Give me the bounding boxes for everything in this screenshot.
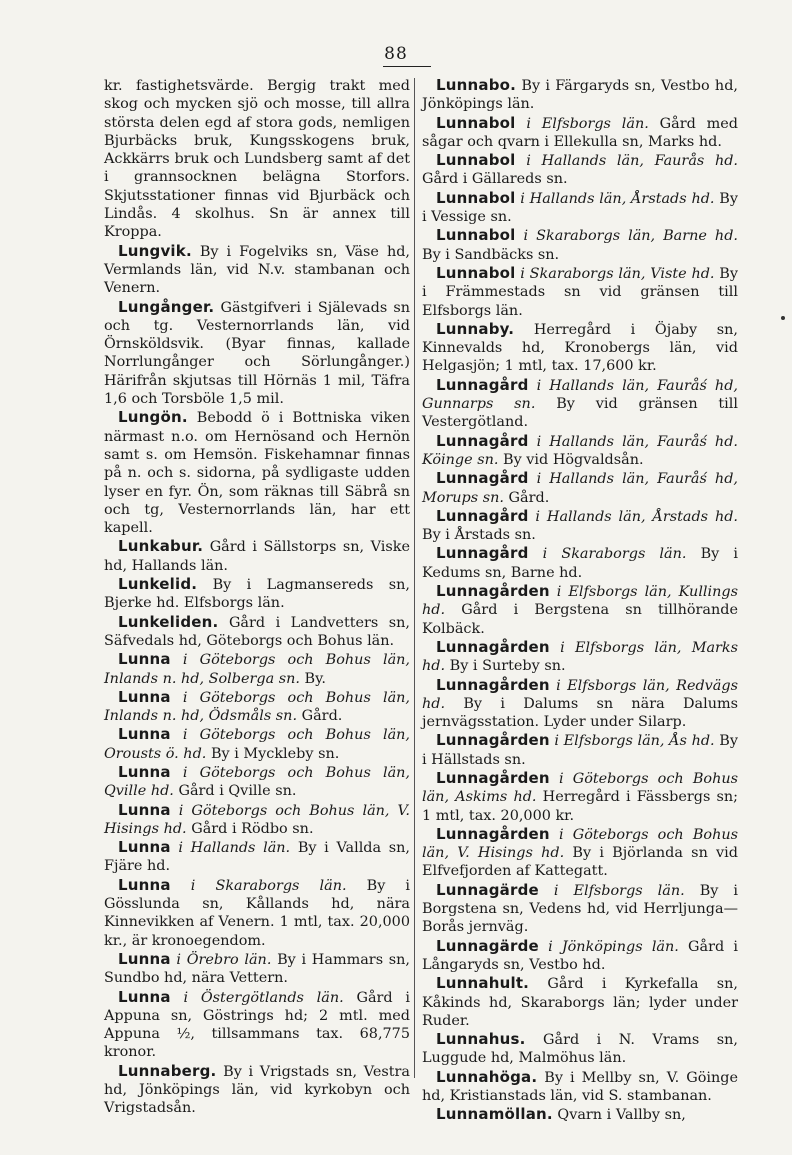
entry-description: Gård i Sällstorps sn, Viske hd, Hallands län. bbox=[104, 539, 410, 574]
dictionary-entry bbox=[422, 544, 738, 582]
entry-headword: Lunnamöllan. bbox=[436, 1105, 553, 1124]
entry-location: i Hallands län, Fauråś hd, Gunnarps sn. bbox=[422, 377, 738, 413]
dictionary-entry bbox=[104, 575, 410, 613]
entry-description: Gård i Gällareds sn. bbox=[422, 171, 568, 188]
entry-location: i Elfsborgs län. bbox=[553, 882, 685, 899]
entry-headword: Lunnagård bbox=[436, 506, 529, 525]
entry-description: Gård i Rödbo sn. bbox=[191, 820, 314, 837]
entry-location: i Elfsborgs län, Marks hd. bbox=[422, 639, 739, 675]
dictionary-entry bbox=[422, 638, 738, 676]
dictionary-entry bbox=[422, 731, 738, 769]
entry-headword: Lunnagården bbox=[436, 768, 550, 787]
dictionary-entry bbox=[104, 537, 410, 575]
page-number: 88 bbox=[384, 44, 408, 64]
entry-headword: Lunnagården bbox=[436, 824, 550, 843]
entry-headword: Lunnagården bbox=[436, 637, 550, 656]
dictionary-entry bbox=[422, 469, 738, 507]
entry-description: Bebodd ö i Bottniska viken närmast n.o. om Hernösand och Hernön samt s. om Hemsön. Fiskehamnar finnas på n. och s. sidorna, på sydligaste udden lyser en fyr. Ön, som räknas till Säbrå sn och tg, Vesternorrlands län, har ett kapell. bbox=[104, 410, 410, 537]
entry-headword: Lunnagård bbox=[436, 431, 529, 450]
entry-headword: Lunnagård bbox=[436, 469, 529, 488]
entry-headword: Lunnahult. bbox=[436, 974, 530, 993]
entry-location: i Göteborgs och Bohus län, Inlands n. hd, Solberga sn. bbox=[104, 652, 410, 687]
entry-description: By vid Högvaldsån. bbox=[503, 451, 644, 468]
dictionary-entry bbox=[104, 838, 410, 876]
dictionary-entry bbox=[422, 507, 738, 545]
entry-description: By i Årstads sn. bbox=[422, 527, 536, 544]
entry-headword: Lunna bbox=[118, 725, 171, 744]
entry-headword: Lungånger. bbox=[118, 297, 215, 316]
entry-description: Gård i Kyrkefalla sn, Kåkinds hd, Skaraborgs län; lyder under Ruder. bbox=[422, 976, 738, 1029]
dictionary-entry bbox=[422, 226, 738, 264]
entry-description: Qvarn i Vallby sn, bbox=[557, 1107, 686, 1124]
entry-description: By i Fogelviks sn, Väse hd, Vermlands län, vid N.v. stambanan och Venern. bbox=[104, 243, 410, 297]
entry-description: Gästgifveri i Själevads sn och tg. Vesternorrlands län, vid Örnsköldsvik. (Byar finnas, kallade Norrlungånger och Sörlungånger.) Härifrån skjutsas till Hörnäs 1 mil, Täfra 1,6 och Torsböle 1,5 mil. bbox=[104, 299, 410, 408]
entry-location: i Östergötlands län. bbox=[183, 989, 344, 1006]
dictionary-entry bbox=[422, 1105, 738, 1124]
entry-description: By vid gränsen till Vestergötland. bbox=[422, 396, 738, 431]
entry-description: Gård. bbox=[301, 708, 343, 725]
entry-location: i Göteborgs och Bohus län, Qville hd. bbox=[104, 764, 410, 800]
dictionary-entry bbox=[422, 189, 738, 227]
entry-headword: Lunna bbox=[118, 949, 171, 968]
entry-location: i Jönköpings län. bbox=[548, 938, 679, 955]
entry-headword: Lunna bbox=[118, 800, 171, 819]
entry-headword: Lunkelid. bbox=[118, 575, 198, 594]
entry-description: By i Hammars sn, Sundbo hd, nära Vettern. bbox=[104, 951, 411, 987]
entry-location: i Skaraborgs län, Viste hd. bbox=[520, 265, 715, 282]
dictionary-entry bbox=[422, 582, 738, 638]
entry-headword: Lunna bbox=[118, 875, 171, 894]
entry-location: i Hallands län. bbox=[178, 840, 291, 857]
entry-headword: Lunnagård bbox=[436, 375, 529, 394]
entry-headword: Lunnabo. bbox=[436, 76, 517, 94]
entry-location: i Göteborgs och Bohus län, Orousts ö. hd. bbox=[104, 727, 410, 762]
entry-headword: Lunna bbox=[118, 987, 171, 1006]
entry-headword: Lunkabur. bbox=[118, 537, 204, 556]
dictionary-entry bbox=[422, 974, 738, 1030]
dictionary-entry bbox=[104, 688, 410, 726]
dictionary-entry bbox=[422, 376, 738, 432]
dictionary-entry bbox=[422, 264, 738, 320]
entry-headword: Lunnagärde bbox=[436, 880, 539, 899]
entry-location: i Hallands län, Årstads hd. bbox=[520, 190, 715, 207]
dictionary-entry bbox=[104, 650, 410, 688]
entry-description: Gård. bbox=[508, 489, 550, 506]
entry-location: i Hallands län, Faurås hd. bbox=[526, 153, 738, 170]
entry-description: Gård i Appuna sn, Göstrings hd; 2 mtl. med Appuna ½, tillsammans tax. 68,775 kronor. bbox=[104, 989, 410, 1061]
entry-headword: Lunna bbox=[118, 687, 171, 706]
entry-headword: Lunnagärde bbox=[436, 936, 539, 955]
dictionary-entry bbox=[422, 76, 738, 114]
entry-description: By i Sandbäcks sn. bbox=[422, 246, 560, 263]
column-divider bbox=[414, 78, 415, 1078]
entry-description: By i Färgaryds sn, Vestbo hd, Jönköpings län. bbox=[422, 78, 738, 113]
page-number-rule bbox=[383, 66, 431, 67]
entry-location: i Elfsborgs län, Ås hd. bbox=[554, 733, 715, 750]
dictionary-entry bbox=[104, 725, 410, 763]
dictionary-entry bbox=[104, 408, 410, 537]
dictionary-entry bbox=[104, 1062, 410, 1118]
entry-description: By i Gösslunda sn, Kållands hd, nära Kinnevikken af Venern. 1 mtl, tax. 20,000 kr., är kronoegendom. bbox=[104, 877, 411, 949]
entry-description: Gård i Landvetters sn, Säfvedals hd, Göteborgs och Bohus län. bbox=[104, 614, 411, 649]
entry-location: i Hallands län, Fauråś hd. Köinge sn. bbox=[422, 433, 738, 468]
entry-headword: Lunnahöga. bbox=[436, 1067, 538, 1086]
entry-description: By i Borgstena sn, Vedens hd, vid Herrljunga—Borås jernväg. bbox=[422, 882, 738, 936]
entry-location: i Skaraborgs län. bbox=[190, 877, 347, 894]
dictionary-entry bbox=[422, 320, 738, 376]
dictionary-entry bbox=[104, 988, 410, 1062]
dictionary-entry bbox=[104, 950, 410, 988]
dictionary-entry bbox=[422, 676, 738, 732]
entry-description: Herregård i Fässbergs sn; 1 mtl, tax. 20,000 kr. bbox=[422, 789, 739, 824]
entry-description: kr. fastighetsvärde. Bergig trakt med skog och mycken sjö och mosse, till allra största delen egd af stora gods, nemligen Bjurbäcks bruk, Kungsskogens bruk, Ackkärrs bruk och Lundsberg samt af det i grannsocknen belägna Storfors. Skjutsstationer finnas vid Bjurbäck och Lindås. 4 skolhus. Sn är annex till Kroppa. bbox=[104, 78, 410, 241]
entry-description: By. bbox=[304, 670, 326, 687]
entry-location: i Göteborgs och Bohus län, Askims hd. bbox=[422, 770, 738, 806]
entry-headword: Lunnagården bbox=[436, 731, 550, 750]
entry-headword: Lungvik. bbox=[118, 241, 192, 260]
dictionary-entry bbox=[422, 114, 738, 152]
entry-headword: Lunnabol bbox=[436, 113, 516, 132]
entry-headword: Lunkeliden. bbox=[118, 612, 219, 631]
entry-description: By i Hällstads sn. bbox=[422, 733, 739, 768]
entry-description: By i Dalums sn nära Dalums jernvägsstation. Lyder under Silarp. bbox=[422, 695, 738, 731]
entry-description: By i Surteby sn. bbox=[449, 658, 566, 675]
dictionary-entry bbox=[104, 298, 410, 409]
entry-headword: Lunnabol bbox=[436, 188, 516, 207]
entry-description: By i Vrigstads sn, Vestra hd, Jönköpings län, vid kyrkobyn och Vrigstadsån. bbox=[104, 1063, 410, 1117]
dictionary-entry bbox=[104, 801, 410, 839]
entry-description: By i Vessige sn. bbox=[422, 190, 738, 226]
dictionary-entry bbox=[422, 937, 738, 975]
entry-headword: Lunnagården bbox=[436, 582, 550, 601]
entry-description: By i Myckleby sn. bbox=[210, 745, 340, 762]
entry-description: Herregård i Öjaby sn, Kinnevalds hd, Kronobergs län, vid Helgasjön; 1 mtl, tax. 17,600 kr. bbox=[422, 321, 738, 375]
dictionary-entry bbox=[104, 613, 410, 651]
entry-location: i Hallands län, Fauråś hd, Morups sn. bbox=[422, 471, 738, 506]
entry-headword: Lunna bbox=[118, 650, 171, 669]
entry-description: By i Lagmansereds sn, Bjerke hd. Elfsborgs län. bbox=[104, 577, 410, 612]
entry-description: Gård i Qville sn. bbox=[178, 783, 297, 800]
entry-headword: Lungön. bbox=[118, 408, 188, 427]
dictionary-entry bbox=[104, 876, 410, 950]
dictionary-entry bbox=[104, 242, 410, 298]
left-column bbox=[104, 76, 410, 1118]
entry-headword: Lunnabol bbox=[436, 151, 516, 170]
dictionary-entry bbox=[422, 881, 738, 937]
entry-location: i Göteborgs och Bohus län, V. Hisings hd. bbox=[422, 826, 738, 862]
dictionary-entry bbox=[422, 769, 738, 825]
dictionary-entry bbox=[422, 1068, 738, 1106]
entry-location: i Elfsborgs län, Redvägs hd. bbox=[422, 677, 738, 712]
entry-headword: Lunnahus. bbox=[436, 1030, 526, 1049]
dictionary-entry bbox=[422, 1030, 738, 1068]
right-column bbox=[422, 76, 738, 1125]
entry-location: i Göteborgs och Bohus län, Inlands n. hd, Ödsmåls sn. bbox=[104, 689, 410, 725]
entry-description: By i Björlanda sn vid Elfvefjorden af Kattegatt. bbox=[422, 845, 738, 880]
entry-description: By i Främmestads sn vid gränsen till Elfsborgs län. bbox=[422, 265, 738, 319]
entry-location: i Skaraborgs län, Barne hd. bbox=[523, 228, 738, 245]
entry-headword: Lunnaby. bbox=[436, 319, 515, 338]
entry-description: Gård med sågar och qvarn i Ellekulla sn, Marks hd. bbox=[422, 115, 738, 150]
entry-location: i Örebro län. bbox=[176, 951, 272, 968]
entry-location: i Elfsborgs län. bbox=[526, 115, 649, 132]
entry-description: By i Mellby sn, V. Göinge hd, Kristianstads län, vid S. stambanan. bbox=[422, 1069, 738, 1105]
entry-headword: Lunnaberg. bbox=[118, 1061, 217, 1080]
entry-description: By i Valldа sn, Fjäre hd. bbox=[104, 840, 410, 875]
dictionary-entry bbox=[104, 763, 410, 801]
entry-headword: Lunna bbox=[118, 838, 171, 857]
dictionary-entry bbox=[422, 432, 738, 470]
entry-description: Gård i Långaryds sn, Vestbo hd. bbox=[422, 938, 738, 973]
entry-description: By i Kedums sn, Barne hd. bbox=[422, 546, 739, 581]
dictionary-entry bbox=[422, 825, 738, 881]
entry-headword: Lunnagård bbox=[436, 544, 529, 563]
entry-location: i Göteborgs och Bohus län, V. Hisings hd. bbox=[104, 802, 410, 837]
entry-description: Gård i N. Vrams sn, Luggude hd, Malmöhus län. bbox=[422, 1032, 739, 1067]
entry-location: i Skaraborgs län. bbox=[542, 546, 687, 563]
entry-headword: Lunnagården bbox=[436, 675, 550, 694]
speck bbox=[781, 316, 785, 320]
entry-headword: Lunna bbox=[118, 762, 171, 781]
entry-headword: Lunnabol bbox=[436, 263, 516, 282]
entry-location: i Hallands län, Årstads hd. bbox=[535, 508, 739, 525]
entry-headword: Lunnabol bbox=[436, 226, 516, 245]
dictionary-entry bbox=[422, 151, 738, 189]
entry-location: i Elfsborgs län, Kullings hd. bbox=[422, 584, 738, 619]
dictionary-entry bbox=[104, 76, 410, 242]
entry-description: Gård i Bergstena sn tillhörande Kolbäck. bbox=[422, 602, 738, 637]
